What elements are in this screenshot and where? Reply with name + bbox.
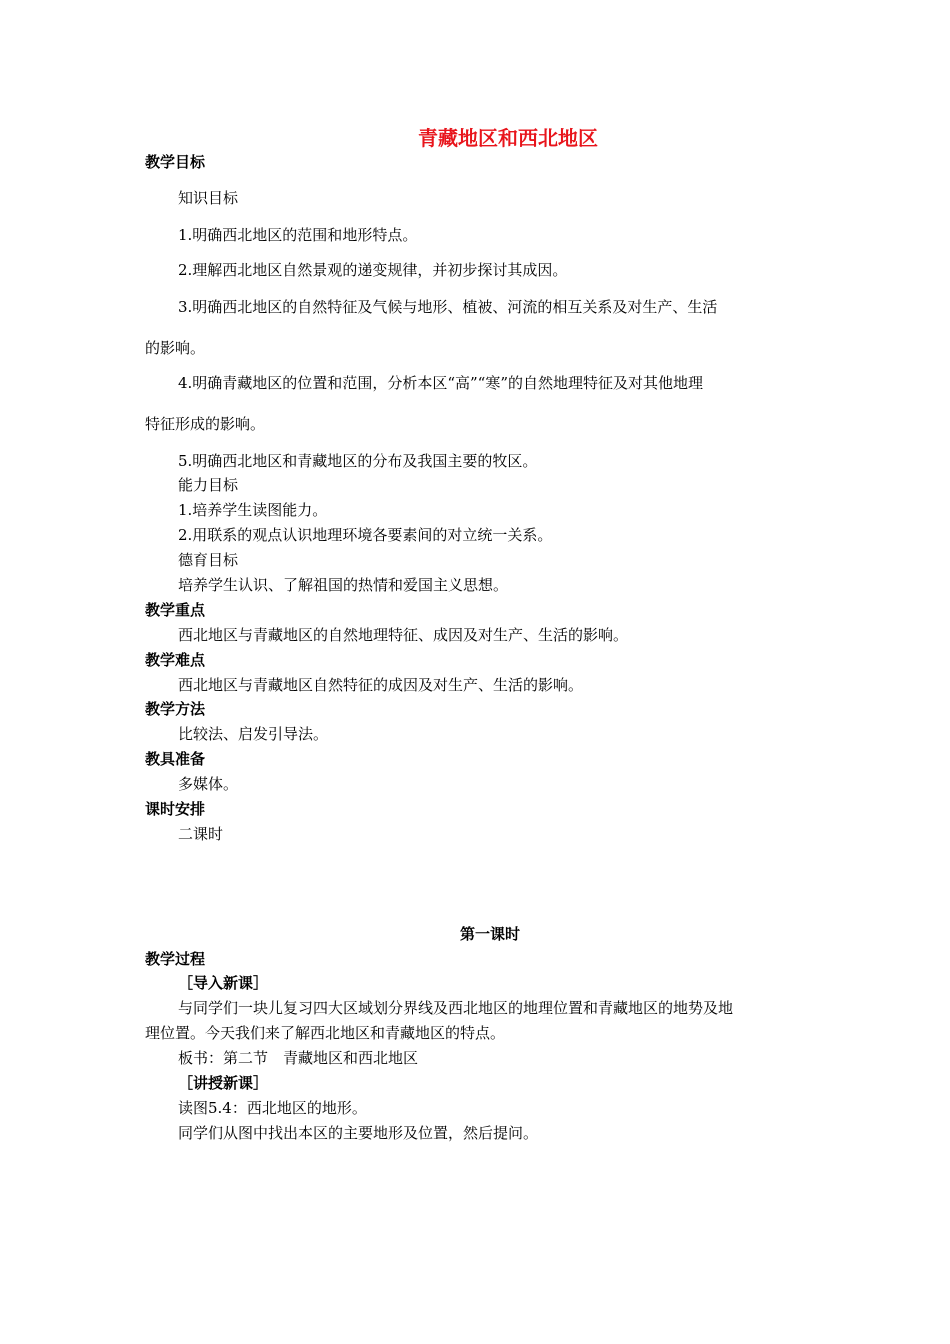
lesson-1-title: 第一课时	[459, 925, 520, 943]
tools-text: 多媒体。	[178, 775, 239, 793]
process-heading: 教学过程	[145, 950, 206, 968]
knowledge-item-3-line-1: 3.明确西北地区的自然特征及气候与地形、植被、河流的相互关系及对生产、生活	[178, 298, 718, 316]
intro-section-label: ［导入新课］	[178, 974, 269, 992]
knowledge-objectives-title: 知识目标	[178, 189, 239, 207]
schedule-heading: 课时安排	[145, 800, 206, 818]
key-points-heading: 教学重点	[145, 601, 206, 619]
difficulties-heading: 教学难点	[145, 651, 206, 669]
find-landforms-instruction: 同学们从图中找出本区的主要地形及位置，然后提问。	[178, 1124, 539, 1142]
schedule-text: 二课时	[178, 825, 224, 843]
ability-item-1: 1.培养学生读图能力。	[178, 501, 328, 519]
document-title: 青藏地区和西北地区	[418, 126, 598, 150]
teaching-section-label: ［讲授新课］	[178, 1074, 269, 1092]
tools-heading: 教具准备	[145, 750, 206, 768]
knowledge-item-4-line-2: 特征形成的影响。	[145, 415, 266, 433]
key-points-text: 西北地区与青藏地区的自然地理特征、成因及对生产、生活的影响。	[178, 626, 629, 644]
intro-text-line-1: 与同学们一块儿复习四大区域划分界线及西北地区的地理位置和青藏地区的地势及地	[178, 999, 734, 1017]
ability-item-2: 2.用联系的观点认识地理环境各要素间的对立统一关系。	[178, 526, 553, 544]
ability-objectives-title: 能力目标	[178, 476, 239, 494]
intro-text-line-2: 理位置。今天我们来了解西北地区和青藏地区的特点。	[145, 1024, 506, 1042]
objectives-heading: 教学目标	[145, 153, 206, 171]
methods-heading: 教学方法	[145, 700, 206, 718]
knowledge-item-4-line-1: 4.明确青藏地区的位置和范围，分析本区“高”“寒”的自然地理特征及对其他地理	[178, 374, 703, 392]
moral-objectives-title: 德育目标	[178, 551, 239, 569]
difficulties-text: 西北地区与青藏地区自然特征的成因及对生产、生活的影响。	[178, 676, 584, 694]
methods-text: 比较法、启发引导法。	[178, 725, 329, 743]
knowledge-item-2: 2.理解西北地区自然景观的递变规律，并初步探讨其成因。	[178, 261, 568, 279]
knowledge-item-3-line-2: 的影响。	[145, 339, 206, 357]
knowledge-item-5: 5.明确西北地区和青藏地区的分布及我国主要的牧区。	[178, 452, 538, 470]
moral-item-1: 培养学生认识、了解祖国的热情和爱国主义思想。	[178, 576, 509, 594]
read-map-instruction: 读图5.4：西北地区的地形。	[178, 1099, 367, 1117]
board-writing: 板书：第二节 青藏地区和西北地区	[178, 1049, 419, 1067]
knowledge-item-1: 1.明确西北地区的范围和地形特点。	[178, 226, 418, 244]
